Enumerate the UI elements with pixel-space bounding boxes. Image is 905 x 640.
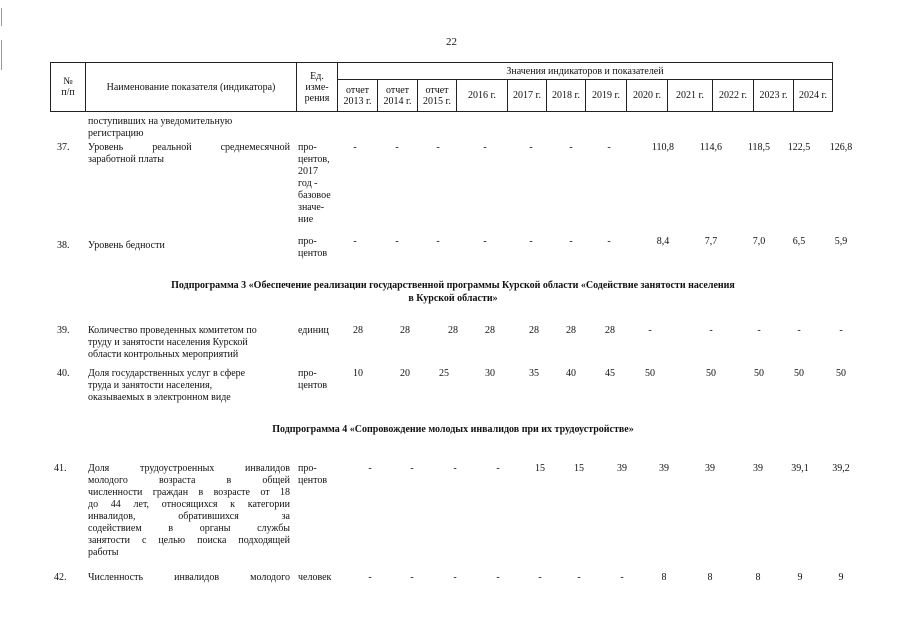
- header-year: 2024 г.: [794, 80, 833, 112]
- header-year: 2016 г.: [457, 80, 508, 112]
- value-cell: -: [483, 142, 487, 153]
- value-cell: 28: [353, 325, 363, 336]
- value-cell: 50: [706, 368, 716, 379]
- row-number: 37.: [57, 142, 70, 153]
- indicator-name: Уровень бедности: [88, 240, 165, 251]
- value-cell: 50: [836, 368, 846, 379]
- value-cell: -: [353, 142, 357, 153]
- value-cell: -: [353, 236, 357, 247]
- header-year: отчет 2013 г.: [338, 80, 378, 112]
- row-number: 42.: [54, 572, 67, 583]
- value-cell: 28: [485, 325, 495, 336]
- unit-cell: единиц: [298, 325, 329, 336]
- header-year: 2022 г.: [713, 80, 754, 112]
- value-cell: 8,4: [656, 236, 670, 247]
- header-values-title: Значения индикаторов и показателей: [338, 63, 833, 80]
- continuation-line: регистрацию: [88, 128, 144, 139]
- value-cell: -: [453, 572, 457, 583]
- value-cell: 28: [400, 325, 410, 336]
- value-cell: 15: [535, 463, 545, 474]
- value-cell: 9: [838, 572, 844, 583]
- value-cell: 122,5: [787, 142, 811, 153]
- unit-cell: про- центов: [298, 236, 328, 259]
- header-year: отчет 2015 г.: [418, 80, 457, 112]
- value-cell: -: [648, 325, 652, 336]
- value-cell: -: [395, 142, 399, 153]
- value-cell: 8: [707, 572, 713, 583]
- value-cell: -: [496, 572, 500, 583]
- value-cell: 10: [353, 368, 363, 379]
- unit-cell: человек: [298, 572, 332, 583]
- value-cell: -: [577, 572, 581, 583]
- subprogram-4-heading: Подпрограмма 4 «Сопровождение молодых инвалидов при их трудоустройстве»: [272, 424, 634, 435]
- header-year: 2019 г.: [586, 80, 627, 112]
- value-cell: 40: [566, 368, 576, 379]
- value-cell: 39,1: [791, 463, 809, 474]
- continuation-line: поступивших на уведомительную: [88, 116, 233, 127]
- value-cell: 114,6: [699, 142, 723, 153]
- page-edge-mark: [1, 40, 2, 70]
- value-cell: 39: [617, 463, 627, 474]
- header-year: 2023 г.: [754, 80, 794, 112]
- value-cell: -: [368, 463, 372, 474]
- value-cell: 8: [755, 572, 761, 583]
- value-cell: 50: [754, 368, 764, 379]
- row-number: 38.: [57, 240, 70, 251]
- value-cell: -: [569, 236, 573, 247]
- value-cell: 28: [605, 325, 615, 336]
- value-cell: 28: [448, 325, 458, 336]
- header-year: 2021 г.: [668, 80, 713, 112]
- value-cell: -: [709, 325, 713, 336]
- table-header: [50, 62, 833, 112]
- value-cell: 25: [439, 368, 449, 379]
- value-cell: 8: [661, 572, 667, 583]
- value-cell: 110,8: [651, 142, 675, 153]
- value-cell: -: [797, 325, 801, 336]
- value-cell: 39,2: [832, 463, 850, 474]
- header-name-col: Наименование показателя (индикатора): [86, 63, 297, 112]
- value-cell: -: [410, 572, 414, 583]
- value-cell: -: [496, 463, 500, 474]
- row-number: 40.: [57, 368, 70, 379]
- value-cell: 39: [659, 463, 669, 474]
- value-cell: 30: [485, 368, 495, 379]
- value-cell: -: [453, 463, 457, 474]
- row-number: 39.: [57, 325, 70, 336]
- value-cell: 50: [794, 368, 804, 379]
- header-year: 2017 г.: [508, 80, 547, 112]
- page-number: 22: [446, 36, 457, 48]
- value-cell: 39: [705, 463, 715, 474]
- header-number-col: № п/п: [51, 63, 86, 112]
- value-cell: -: [569, 142, 573, 153]
- value-cell: 20: [400, 368, 410, 379]
- value-cell: -: [607, 142, 611, 153]
- value-cell: 6,5: [792, 236, 806, 247]
- indicator-name: Численность инвалидов молодого: [88, 572, 290, 583]
- header-year: 2020 г.: [627, 80, 668, 112]
- value-cell: -: [436, 236, 440, 247]
- page-edge-mark: [1, 8, 2, 26]
- value-cell: 45: [605, 368, 615, 379]
- value-cell: 39: [753, 463, 763, 474]
- unit-cell: про- центов: [298, 368, 328, 391]
- value-cell: 15: [574, 463, 584, 474]
- value-cell: -: [757, 325, 761, 336]
- value-cell: 126,8: [829, 142, 853, 153]
- header-unit-col: Ед. изме- рения: [297, 63, 338, 112]
- value-cell: 50: [645, 368, 655, 379]
- value-cell: -: [483, 236, 487, 247]
- value-cell: -: [368, 572, 372, 583]
- unit-cell: про- центов, 2017 год - базовое значе- ние: [298, 142, 331, 225]
- value-cell: -: [538, 572, 542, 583]
- row-number: 41.: [54, 463, 67, 474]
- value-cell: -: [395, 236, 399, 247]
- value-cell: -: [410, 463, 414, 474]
- value-cell: 7,7: [704, 236, 718, 247]
- value-cell: 118,5: [747, 142, 771, 153]
- indicator-name: Количество проведенных комитетом по труду и занятости населения Курской области контрольных мероприятий: [88, 325, 257, 360]
- value-cell: 28: [529, 325, 539, 336]
- value-cell: -: [529, 236, 533, 247]
- value-cell: 35: [529, 368, 539, 379]
- value-cell: -: [607, 236, 611, 247]
- value-cell: -: [620, 572, 624, 583]
- unit-cell: про- центов: [298, 463, 328, 486]
- header-year: 2018 г.: [547, 80, 586, 112]
- value-cell: -: [529, 142, 533, 153]
- value-cell: 28: [566, 325, 576, 336]
- value-cell: -: [436, 142, 440, 153]
- indicator-name: Доля трудоустроенных инвалидов молодого возраста в общей численности граждан в возрасте от 18 до 44 лет, относящихся к категории инвалидов, обратившихся за содействием в органы службы занятости с целью поиска подходящей работы: [88, 463, 290, 558]
- value-cell: 7,0: [752, 236, 766, 247]
- header-year: отчет 2014 г.: [378, 80, 418, 112]
- indicator-name: Доля государственных услуг в сфере труда и занятости населения, оказываемых в электронном виде: [88, 368, 246, 403]
- value-cell: -: [839, 325, 843, 336]
- subprogram-3-heading: Подпрограмма 3 «Обеспечение реализации государственной программы Курской области «Содействие занятости населения в Курской области»: [171, 280, 735, 304]
- indicator-name: Уровень реальной среднемесячной заработной платы: [88, 142, 290, 165]
- value-cell: 9: [797, 572, 803, 583]
- value-cell: 5,9: [834, 236, 848, 247]
